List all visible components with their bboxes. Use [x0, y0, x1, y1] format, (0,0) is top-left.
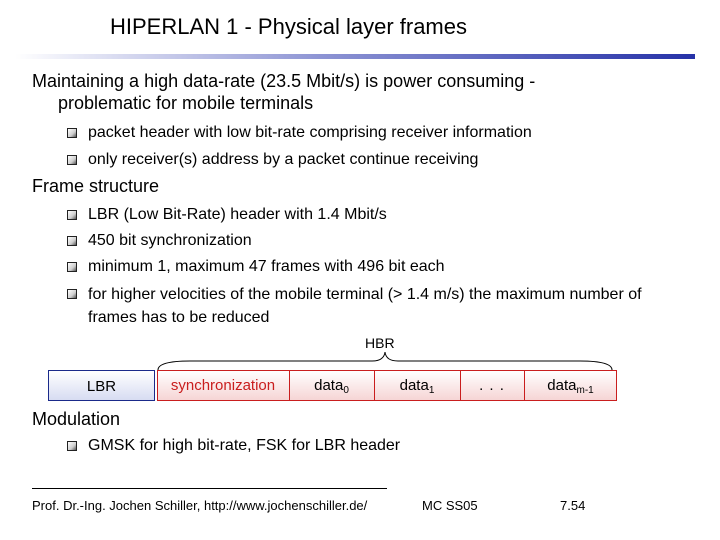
frame-bullet: minimum 1, maximum 47 frames with 496 bit each: [88, 254, 445, 280]
frame-cell-data1: data$_1$: [399, 377, 435, 396]
footer-author: Prof. Dr.-Ing. Jochen Schiller, http://www.jochenschiller.de/: [32, 498, 368, 513]
intro-paragraph: [32, 70, 672, 114]
footer-course: MC SS05: [422, 498, 478, 513]
frame-structure-heading: Frame structure: [32, 176, 160, 196]
frame-bullet: LBR (Low Bit-Rate) header with 1.4 Mbit/s: [88, 202, 387, 228]
frame-cell-synchronization: synchronization: [170, 377, 276, 394]
intro-line-2: problematic for mobile terminals: [58, 93, 314, 113]
hbr-brace-icon: [150, 350, 620, 372]
title-rule: [15, 54, 695, 59]
bullet-box-icon: [67, 155, 77, 165]
footer-page-number: 7.54: [560, 498, 586, 513]
footer-rule: [32, 488, 387, 489]
hbr-label: HBR: [365, 335, 395, 351]
modulation-heading: Modulation: [32, 409, 121, 429]
intro-bullet: packet header with low bit-rate comprising receiver information: [88, 120, 532, 146]
frame-cell-data0: data$_0$: [314, 377, 349, 396]
modulation-bullet: GMSK for high bit-rate, FSK for LBR header: [88, 433, 400, 459]
frame-bullet: for higher velocities of the mobile terminal (> 1.4 m/s) the maximum number of frames has to be reduced: [88, 283, 648, 329]
frame-cell-divider: [616, 370, 617, 401]
bullet-box-icon: [67, 262, 77, 272]
bullet-box-icon: [67, 210, 77, 220]
bullet-box-icon: [67, 128, 77, 138]
frame-cell-divider: [157, 370, 158, 401]
intro-bullet: only receiver(s) address by a packet continue receiving: [88, 147, 478, 173]
bullet-box-icon: [67, 441, 77, 451]
bullet-box-icon: [67, 289, 77, 299]
intro-line-1: Maintaining a high data-rate (23.5 Mbit/s) is power consuming -: [32, 71, 536, 91]
frame-cell-data-m-1: data$_{m-1}$: [547, 377, 594, 396]
frame-cell-lbr: LBR: [48, 370, 155, 401]
frame-cell-ellipsis: . . .: [479, 377, 505, 394]
bullet-box-icon: [67, 236, 77, 246]
slide-title: HIPERLAN 1 - Physical layer frames: [110, 14, 467, 39]
frame-bullet: 450 bit synchronization: [88, 228, 252, 254]
